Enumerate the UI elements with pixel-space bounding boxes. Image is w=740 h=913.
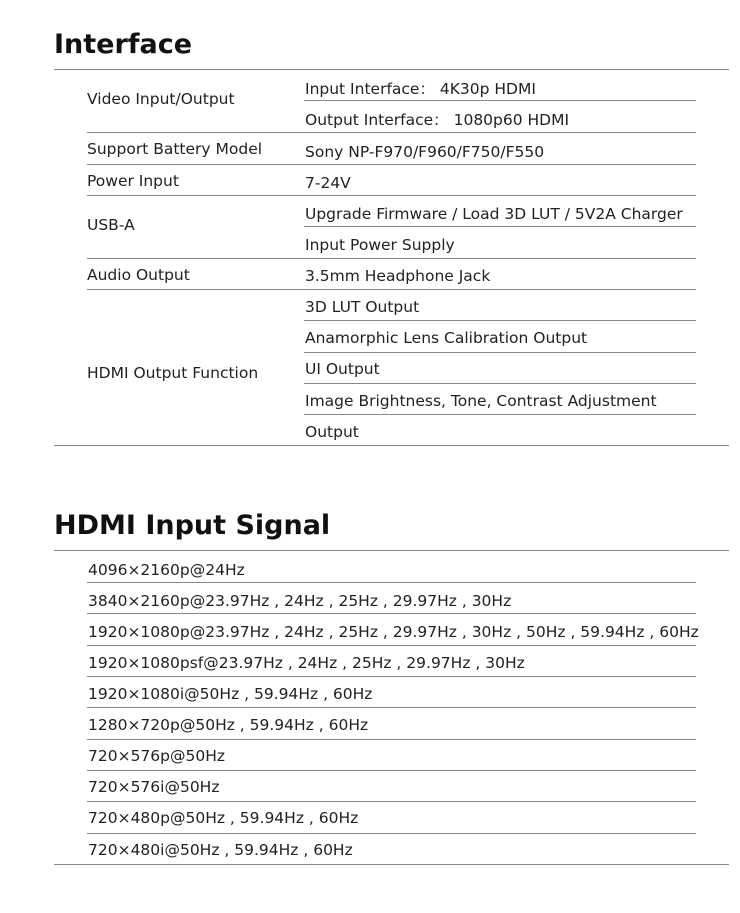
list-divider	[87, 801, 696, 802]
list-item: 720×576i@50Hz	[88, 778, 220, 796]
row-label-audio: Audio Output	[87, 266, 190, 284]
row-value-hdmi-3: UI Output	[305, 360, 380, 378]
row-label-usb: USB-A	[87, 216, 135, 234]
list-item: 720×480p@50Hz , 59.94Hz , 60Hz	[88, 809, 359, 827]
sub-divider	[304, 383, 696, 384]
row-value-hdmi-5: Output	[305, 423, 359, 441]
row-label-hdmi-output: HDMI Output Function	[87, 364, 259, 382]
list-divider	[87, 613, 696, 614]
row-value-video-input: Input Interface： 4K30p HDMI	[305, 80, 536, 98]
row-value-usb-1: Upgrade Firmware / Load 3D LUT / 5V2A Charger	[305, 205, 683, 223]
list-item: 1920×1080i@50Hz , 59.94Hz , 60Hz	[88, 685, 373, 703]
interface-top-rule	[54, 69, 729, 70]
list-divider	[87, 582, 696, 583]
sub-divider	[304, 100, 696, 101]
row-label-video-io: Video Input/Output	[87, 90, 235, 108]
list-divider	[87, 770, 696, 771]
sub-divider	[304, 352, 696, 353]
row-value-power: 7-24V	[305, 174, 351, 192]
sub-divider	[304, 320, 696, 321]
row-divider	[87, 289, 696, 290]
hdmi-input-bottom-rule	[54, 864, 729, 865]
interface-title: Interface	[54, 29, 193, 60]
row-value-video-output: Output Interface： 1080p60 HDMI	[305, 111, 570, 129]
list-item: 3840×2160p@23.97Hz , 24Hz , 25Hz , 29.97Hz , 30Hz	[88, 592, 512, 610]
row-value-battery: Sony NP-F970/F960/F750/F550	[305, 143, 545, 161]
row-value-hdmi-2: Anamorphic Lens Calibration Output	[305, 329, 588, 347]
hdmi-input-top-rule	[54, 550, 729, 551]
row-value-hdmi-4: Image Brightness, Tone, Contrast Adjustment	[305, 392, 657, 410]
list-item: 4096×2160p@24Hz	[88, 561, 245, 579]
list-divider	[87, 833, 696, 834]
sub-divider	[304, 226, 696, 227]
row-label-battery: Support Battery Model	[87, 140, 263, 158]
row-value-hdmi-1: 3D LUT Output	[305, 298, 420, 316]
list-item: 1920×1080p@23.97Hz , 24Hz , 25Hz , 29.97Hz , 30Hz , 50Hz , 59.94Hz , 60Hz	[88, 623, 699, 641]
hdmi-input-title: HDMI Input Signal	[54, 510, 331, 541]
row-value-usb-2: Input Power Supply	[305, 236, 455, 254]
list-divider	[87, 739, 696, 740]
row-divider	[87, 164, 696, 165]
list-divider	[87, 707, 696, 708]
list-item: 1280×720p@50Hz , 59.94Hz , 60Hz	[88, 716, 369, 734]
row-divider	[87, 258, 696, 259]
list-divider	[87, 645, 696, 646]
row-divider	[87, 132, 696, 133]
list-item: 1920×1080psf@23.97Hz , 24Hz , 25Hz , 29.97Hz , 30Hz	[88, 654, 525, 672]
list-item: 720×480i@50Hz , 59.94Hz , 60Hz	[88, 841, 353, 859]
sub-divider	[304, 414, 696, 415]
row-value-audio: 3.5mm Headphone Jack	[305, 267, 491, 285]
row-label-power: Power Input	[87, 172, 179, 190]
list-divider	[87, 676, 696, 677]
list-item: 720×576p@50Hz	[88, 747, 226, 765]
row-divider	[87, 195, 696, 196]
interface-bottom-rule	[54, 445, 729, 446]
